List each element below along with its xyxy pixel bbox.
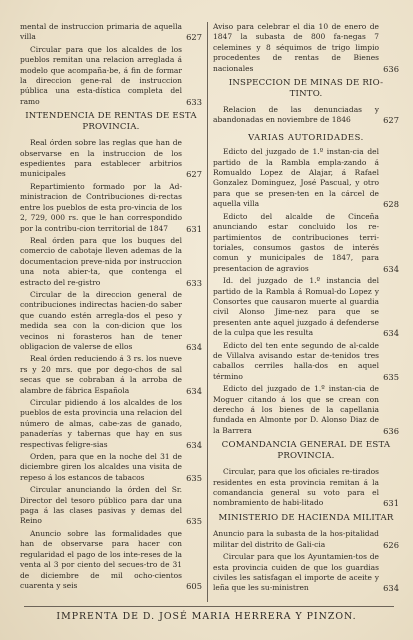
entry-page-number: 634 xyxy=(383,328,399,339)
section-heading: INSPECCION DE MINAS DE RIO-TINTO. xyxy=(228,78,384,99)
entry-text: Circular para que los alcaldes de los pueblos remitan una relacion arreglada á modelo que acompaña-be, á fin de formar la direccion gene-ral de instruccion pública una esta-dística completa del ramo xyxy=(20,44,182,106)
entry-page-number: 627 xyxy=(186,169,202,180)
entry-page-number: 633 xyxy=(186,277,202,288)
entry-text: Real órden reduciendo á 3 rs. los nueve rs y 20 mrs. que por dego-chos de sal secas que se cobraban á la arroba de alambre de fábrica Española xyxy=(20,354,182,395)
entry-page-number: 634 xyxy=(186,385,202,396)
entry-text: Edicto del alcalde de Cinceña anunciando estar concluido los re-partimientos de contribuciones terri-toriales, consumos gastos de interés comun y municipales de 1847, para presentacion de agravios xyxy=(213,211,379,273)
section-heading: COMANDANCIA GENERAL DE ESTA PROVINCIA. xyxy=(221,440,391,461)
index-entry xyxy=(20,138,202,180)
entry-text: Real órden para que los buques del comercio de cabotaje lleven ademas de la documentacion preve-nida por instruccion una nota abier-ta, que contenga el estracto del re-gistro xyxy=(20,235,182,287)
index-entry xyxy=(20,290,202,352)
entry-text: Circular pidiendo á los alcaldes de los pueblos de esta provincia una relacion del número de almas, cabe-zas de ganado, panaderías y tabernas que hay en sus respectivas feligre-sias xyxy=(20,398,182,449)
entry-page-number: 636 xyxy=(383,425,399,436)
index-entry xyxy=(213,105,399,126)
index-entry xyxy=(213,384,399,436)
entry-text: Circular de la direccion general de contribuciones indirectas hacien-do saber que cuando estén arregla-dos el peso y medida sea con la con-dicion que los vecinos ni forasteros han de tener obligacion de valerse de ellos xyxy=(20,289,182,351)
index-entry xyxy=(213,147,399,209)
index-entry xyxy=(20,354,202,396)
entry-text: Circular anunciando la órden del Sr. Director del tesoro público para dar una paga á las clases pasivas y demas del Reino xyxy=(20,485,182,526)
entry-page-number: 634 xyxy=(383,263,399,274)
entry-text: Edicto del juzgado de 1.º instan-cia del partido de la Rambla empla-zando á Romualdo Lopez de Alajar, á Rafael Gonzalez Dominguez, José Pascual, y otro para que se presen-ten en la cárcel de aquella villa xyxy=(213,147,379,209)
entry-page-number: 631 xyxy=(186,223,202,234)
index-entry xyxy=(20,398,202,450)
entry-page-number: 635 xyxy=(186,472,202,483)
entry-page-number: 627 xyxy=(383,115,399,126)
entry-text: Real órden sobre las reglas que han de observarse en la instruccion de los espedientes para establecer arbitrios municipales xyxy=(20,138,182,179)
entry-page-number: 635 xyxy=(383,371,399,382)
entry-page-number: 627 xyxy=(186,32,202,43)
index-entry xyxy=(213,212,399,274)
index-entry xyxy=(213,341,399,383)
entry-text: Relacion de las denunciadas y abandonadas en noviembre de 1846 xyxy=(213,105,379,125)
entry-page-number: 631 xyxy=(383,498,399,509)
index-entry xyxy=(20,236,202,288)
entry-text: Aviso para celebrar el dia 10 de enero de 1847 la subasta de 800 fa-negas 7 celemines y 8 séquimos de trigo limpio procedentes de rentas de Bienes nacionales xyxy=(213,22,379,73)
left-column xyxy=(20,22,202,600)
section-heading: INTENDENCIA DE RENTAS DE ESTA PROVINCIA. xyxy=(25,111,197,132)
printer-imprint: IMPRENTA DE D. JOSÉ MARIA HERRERA Y PINZON. xyxy=(56,611,357,622)
index-entry xyxy=(20,529,202,591)
entry-text: Circular para que los Ayuntamien-tos de esta provincia cuiden de que los guardias civiles les satisfagan el importe de aceite y leña que les su-ministren xyxy=(213,552,379,593)
entry-text: Id. del juzgado de 1.º instancia del partido de la Rambla á Romual-do Lopez y Consortes que causaron muerte al guardia civil Alonso Jime-nez para que se presenten ante aquel juzgado á defenderse de la culpa que les resulta xyxy=(213,276,379,338)
index-entry xyxy=(20,182,202,234)
entry-text: Edicto del ten ente segundo de al-calde de Villalva avisando estar de-tenidos tres caballos cerriles halla-dos en aquel término xyxy=(213,340,379,381)
entry-text: Circular, para que los oficiales re-tirados residentes en esta provincia remitan á la comandancia general su voto para el nombramiento de habi-litado xyxy=(213,467,379,508)
entry-page-number: 634 xyxy=(186,341,202,352)
index-entry xyxy=(20,45,202,107)
entry-text: Orden, para que en la noche del 31 de diciembre giren los alcaldes una visita de repeso á los estancos de tabacos xyxy=(20,452,182,482)
entry-text: Anuncio sobre las formalidades que han de observarse para hacer con regularidad el pago de los inte-reses de la venta al 3 por ciento del secues-tro de 31 de diciembre de mil ocho-cientos cuarenta y seis xyxy=(20,528,182,590)
entry-page-number: 634 xyxy=(383,583,399,594)
entry-text: Edicto del juzgado de 1.º instan-cia de Moguer citando á los que se crean con derecho á los bienes de la capellania fundada en Almonte por D. Alonso Diaz de la Barrera xyxy=(213,384,379,435)
index-entry xyxy=(20,22,202,43)
entry-page-number: 605 xyxy=(186,580,202,591)
entry-text: Anuncio para la subasta de la hos-pitalidad militar del distrito de Gali-cia xyxy=(213,529,379,549)
section-heading: MINISTERIO DE HACIENDA MILITAR xyxy=(218,512,394,523)
entry-text: Repartimiento formado por la Ad-ministracion de Contribuciones di-rectas entre los pueblos de esta pro-vincia de los 2, 729, 000 rs. que le han correspondido por la contribu-cion territorial de 1847 xyxy=(20,181,182,233)
column-divider xyxy=(207,22,208,602)
entry-page-number: 628 xyxy=(383,199,399,210)
section-subheading: VARIAS AUTORIDADES. xyxy=(248,131,364,142)
index-entry xyxy=(20,485,202,527)
entry-page-number: 626 xyxy=(383,539,399,550)
footer-rule xyxy=(24,606,394,607)
index-entry xyxy=(213,529,399,550)
index-entry xyxy=(213,467,399,509)
entry-page-number: 633 xyxy=(186,96,202,107)
index-entry xyxy=(213,22,399,74)
entry-page-number: 636 xyxy=(383,63,399,74)
index-entry xyxy=(213,276,399,338)
right-column xyxy=(213,22,399,600)
entry-page-number: 635 xyxy=(186,516,202,527)
index-entry xyxy=(213,552,399,594)
index-entry xyxy=(20,452,202,483)
entry-page-number: 634 xyxy=(186,439,202,450)
entry-text: mental de instruccion primaria de aquella villa xyxy=(20,22,182,42)
